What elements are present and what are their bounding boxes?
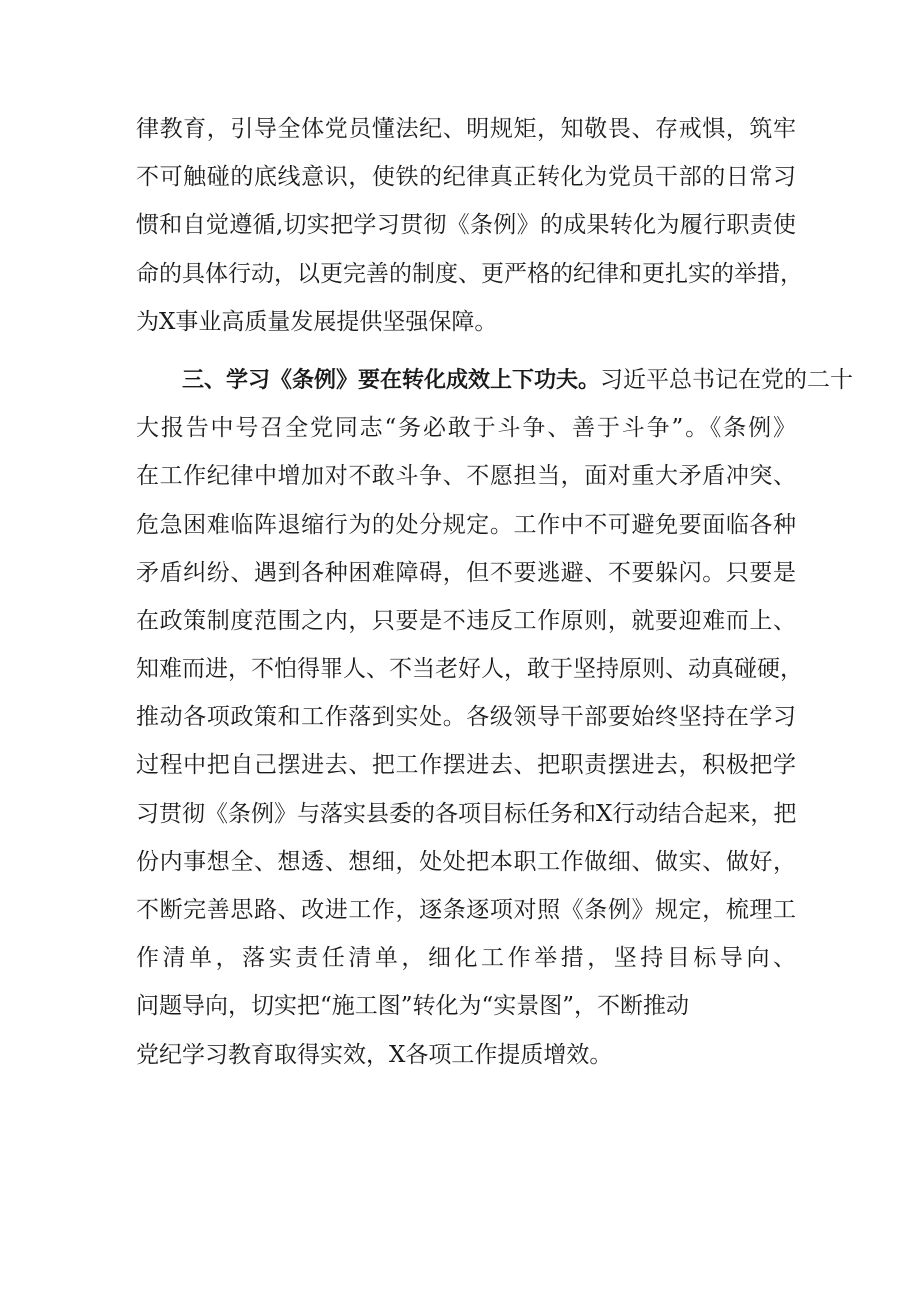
section-heading: 三、学习《条例》要在转化成效上下功夫。 (182, 367, 601, 393)
text-line: 惯和自觉遵循,切实把学习贯彻《条例》的成果转化为履行职责使 (136, 212, 796, 239)
text-line: 知难而进，不怕得罪人、不当老好人，敢于坚持原则、动真碰硬， (136, 656, 803, 683)
text-line: 在政策制度范围之内，只要是不违反工作原则，就要迎难而上、 (136, 607, 796, 634)
document-body (136, 105, 854, 1079)
text-line: 推动各项政策和工作落到实处。各级领导干部要始终坚持在学习 (136, 704, 796, 731)
text-line: 危急困难临阵退缩行为的处分规定。工作中不可避免要面临各种 (136, 511, 796, 538)
text-line: 作清单，落实责任清单，细化工作举措，坚持目标导向、 (136, 945, 796, 972)
text-line: 不断完善思路、改进工作，逐条逐项对照《条例》规定，梳理工 (136, 897, 796, 923)
text-line: 命的具体行动，以更完善的制度、更严格的纪律和更扎实的举措， (136, 260, 803, 287)
paragraph-1 (136, 105, 803, 346)
text-line: 不可触碰的底线意识，使铁的纪律真正转化为党员干部的日常习 (136, 164, 796, 191)
text-line: 过程中把自己摆进去、把工作摆进去、把职责摆进去，积极把学 (136, 752, 796, 779)
text-line: 律教育，引导全体党员懂法纪、明规矩，知敬畏、存戒惧，筑牢 (136, 116, 796, 142)
text-span: 习近平总书记在党的二十 (600, 366, 854, 393)
text-line: 为X事业高质量发展提供坚强保障。 (136, 308, 498, 335)
paragraph-2-first-line (136, 356, 854, 404)
text-line: 在工作纪律中增加对不敢斗争、不愿担当，面对重大矛盾冲突、 (136, 463, 796, 490)
paragraph-2 (136, 356, 854, 1079)
text-line: 党纪学习教育取得实效，X各项工作提质增效。 (136, 1041, 613, 1068)
text-line: 矛盾纠纷、遇到各种困难障碍，但不要逃避、不要躲闪。只要是 (136, 559, 796, 586)
text-line: 问题导向，切实把“施工图”转化为“实景图”，不断推动 (136, 993, 690, 1020)
text-line: 习贯彻《条例》与落实县委的各项目标任务和X行动结合起来，把 (136, 800, 797, 827)
text-line: 大报告中号召全党同志“务必敢于斗争、善于斗争”。《条例》 (136, 415, 796, 442)
text-line: 份内事想全、想透、想细，处处把本职工作做细、做实、做好， (136, 848, 796, 875)
